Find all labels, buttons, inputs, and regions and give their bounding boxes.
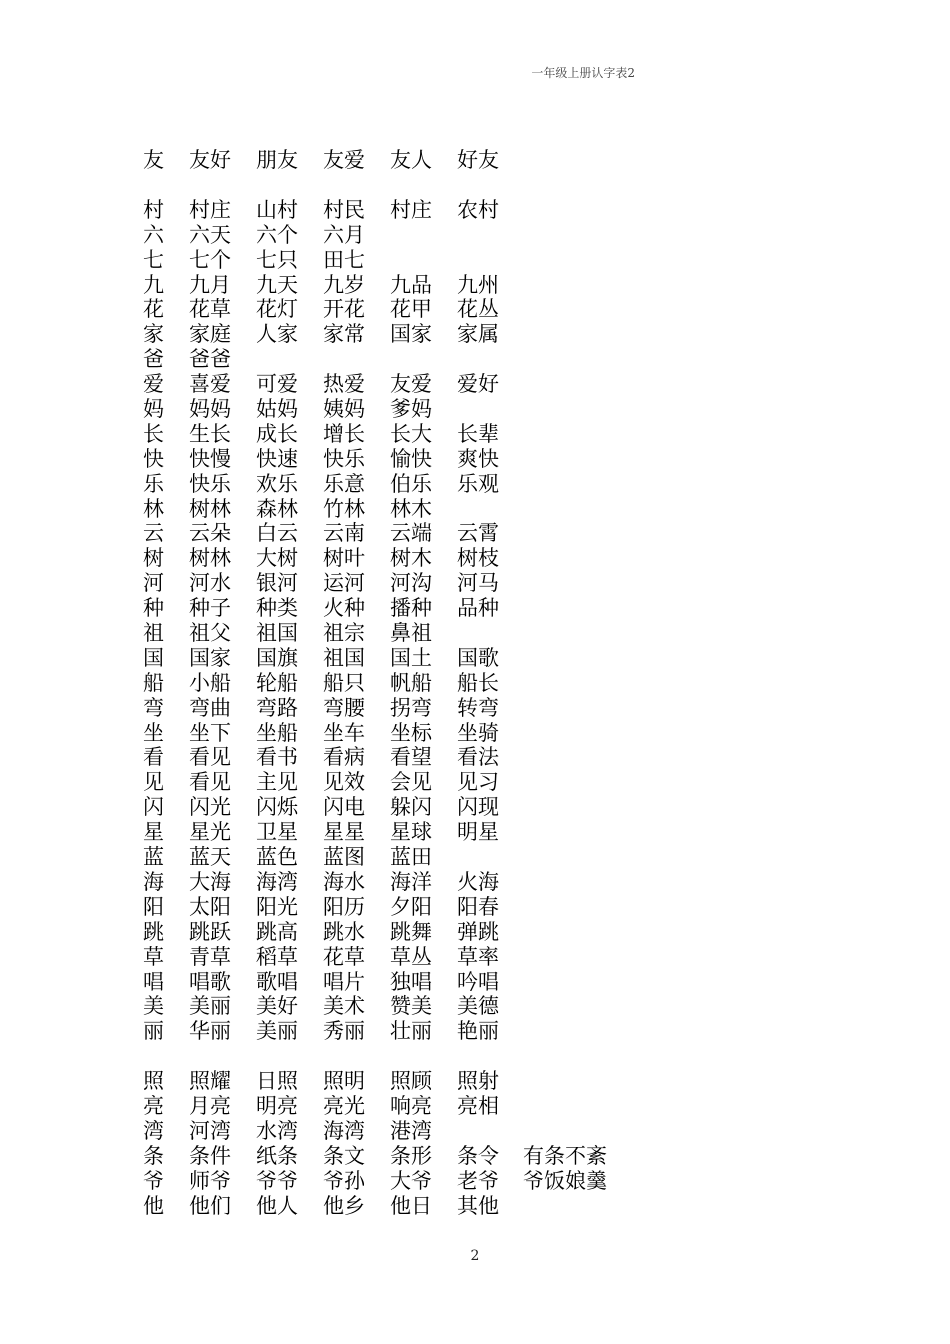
word-row: [143, 248, 633, 273]
word-cell: 种类: [256, 596, 298, 621]
word-cell: 火种: [323, 596, 365, 621]
word-cell: 坐标: [390, 720, 432, 745]
word-cell: 看见: [189, 745, 231, 770]
character-cell: 阳: [143, 894, 164, 919]
word-cell: 快速: [256, 446, 298, 471]
word-cell: 闪电: [323, 795, 365, 820]
word-cell: 爸爸: [189, 347, 231, 372]
word-cell: 条件: [189, 1143, 231, 1168]
word-row: [143, 770, 633, 795]
word-cell: 爷爷: [256, 1168, 298, 1193]
character-cell: 星: [143, 820, 164, 845]
character-cell: 看: [143, 745, 164, 770]
word-row: [143, 621, 633, 646]
word-row: [143, 472, 633, 497]
word-cell: 跳跃: [189, 919, 231, 944]
word-row: [143, 696, 633, 721]
word-cell: 看书: [256, 745, 298, 770]
word-cell: 村庄: [390, 197, 432, 222]
word-row: [143, 347, 633, 372]
character-cell: 丽: [143, 1019, 164, 1044]
word-cell: 家常: [323, 322, 365, 347]
word-cell: 照耀: [189, 1069, 231, 1094]
word-cell: 照射: [457, 1069, 499, 1094]
word-cell: 蓝田: [390, 845, 432, 870]
word-cell: 条形: [390, 1143, 432, 1168]
word-cell: 星光: [189, 820, 231, 845]
word-cell: 森林: [256, 496, 298, 521]
word-cell: 姨妈: [323, 397, 365, 422]
character-cell: 爷: [143, 1168, 164, 1193]
character-cell: 条: [143, 1143, 164, 1168]
word-cell: 艳丽: [457, 1019, 499, 1044]
word-cell: 村庄: [189, 197, 231, 222]
word-cell: 纸条: [256, 1143, 298, 1168]
word-row: [143, 671, 633, 696]
character-cell: 他: [143, 1193, 164, 1218]
word-cell: 花甲: [390, 297, 432, 322]
word-cell: 跳水: [323, 919, 365, 944]
word-cell: 林木: [390, 496, 432, 521]
word-cell: 阳春: [457, 894, 499, 919]
word-cell: 银河: [256, 571, 298, 596]
character-cell: 船: [143, 670, 164, 695]
word-row: [143, 372, 633, 397]
character-cell: 海: [143, 869, 164, 894]
word-cell: 蓝色: [256, 845, 298, 870]
word-cell: 老爷: [457, 1168, 499, 1193]
word-cell: 欢乐: [256, 471, 298, 496]
word-cell: 七个: [189, 247, 231, 272]
word-cell: 河湾: [189, 1118, 231, 1143]
word-cell: 花丛: [457, 297, 499, 322]
word-cell: 弯曲: [189, 695, 231, 720]
word-cell: 国旗: [256, 645, 298, 670]
word-cell: 拐弯: [390, 695, 432, 720]
word-row: [143, 646, 633, 671]
character-cell: 家: [143, 322, 164, 347]
character-cell: 亮: [143, 1094, 164, 1119]
word-cell: 品种: [457, 596, 499, 621]
word-cell: 河沟: [390, 571, 432, 596]
word-cell: 花草: [323, 944, 365, 969]
word-cell: 船只: [323, 670, 365, 695]
word-cell: 看见: [189, 770, 231, 795]
word-cell: 国家: [390, 322, 432, 347]
character-cell: 云: [143, 521, 164, 546]
word-cell: 竹林: [323, 496, 365, 521]
word-cell: 爷孙: [323, 1168, 365, 1193]
word-cell: 快乐: [323, 446, 365, 471]
word-cell: 妈妈: [189, 397, 231, 422]
word-cell: 他们: [189, 1193, 231, 1218]
character-cell: 树: [143, 546, 164, 571]
word-cell: 独唱: [390, 969, 432, 994]
word-row: [143, 297, 633, 322]
word-cell: 家庭: [189, 322, 231, 347]
word-cell: 看法: [457, 745, 499, 770]
word-cell: 可爱: [256, 372, 298, 397]
word-cell: 爽快: [457, 446, 499, 471]
word-cell: 快慢: [189, 446, 231, 471]
word-cell: 种子: [189, 596, 231, 621]
word-cell: 长辈: [457, 421, 499, 446]
word-cell: 六月: [323, 222, 365, 247]
word-cell: 花灯: [256, 297, 298, 322]
word-cell: 蓝天: [189, 845, 231, 870]
word-cell: 树叶: [323, 546, 365, 571]
word-row: [143, 895, 633, 920]
word-cell: 照顾: [390, 1069, 432, 1094]
word-cell: 成长: [256, 421, 298, 446]
word-cell: 师爷: [189, 1168, 231, 1193]
word-cell: 树木: [390, 546, 432, 571]
character-cell: 美: [143, 994, 164, 1019]
word-cell: 美德: [457, 994, 499, 1019]
word-cell: 友爱: [390, 372, 432, 397]
character-cell: 花: [143, 297, 164, 322]
word-cell: 见效: [323, 770, 365, 795]
word-cell: 太阳: [189, 894, 231, 919]
word-row: [143, 1069, 633, 1094]
word-cell: 家属: [457, 322, 499, 347]
word-cell: 国家: [189, 645, 231, 670]
word-cell: 星星: [323, 820, 365, 845]
word-cell: 乐意: [323, 471, 365, 496]
word-cell: 见习: [457, 770, 499, 795]
word-row: [143, 571, 633, 596]
word-cell: 祖宗: [323, 621, 365, 646]
character-cell: 林: [143, 496, 164, 521]
word-cell: 美好: [256, 994, 298, 1019]
word-cell: 弹跳: [457, 919, 499, 944]
word-cell: 火海: [457, 869, 499, 894]
word-cell: 他人: [256, 1193, 298, 1218]
word-row: [143, 273, 633, 298]
word-cell: 阳光: [256, 894, 298, 919]
word-cell: 响亮: [390, 1094, 432, 1119]
word-cell: 运河: [323, 571, 365, 596]
character-cell: 七: [143, 247, 164, 272]
word-cell: 唱片: [323, 969, 365, 994]
word-cell: 大树: [256, 546, 298, 571]
word-cell: 祖国: [323, 645, 365, 670]
word-cell: 阳历: [323, 894, 365, 919]
word-row: [143, 1144, 633, 1169]
word-cell: 唱歌: [189, 969, 231, 994]
word-cell: 云朵: [189, 521, 231, 546]
word-cell: 海水: [323, 869, 365, 894]
word-cell: 村民: [323, 197, 365, 222]
word-cell: 躲闪: [390, 795, 432, 820]
word-row: [143, 795, 633, 820]
word-cell: 闪光: [189, 795, 231, 820]
word-cell: 友好: [189, 148, 231, 172]
word-cell: 坐车: [323, 720, 365, 745]
word-cell: 转弯: [457, 695, 499, 720]
character-cell: 弯: [143, 695, 164, 720]
word-cell: 大海: [189, 869, 231, 894]
word-cell: 看望: [390, 745, 432, 770]
word-cell: 祖国: [256, 621, 298, 646]
character-cell: 友: [143, 148, 164, 172]
word-cell: 跳高: [256, 919, 298, 944]
word-cell: 白云: [256, 521, 298, 546]
word-cell: 六天: [189, 222, 231, 247]
word-cell: 海湾: [256, 869, 298, 894]
word-cell: 夕阳: [390, 894, 432, 919]
word-cell: 友人: [390, 148, 432, 172]
word-row: [143, 820, 633, 845]
word-cell: 草丛: [390, 944, 432, 969]
word-cell: 国歌: [457, 645, 499, 670]
word-cell: 跳舞: [390, 919, 432, 944]
word-cell: 他乡: [323, 1193, 365, 1218]
word-cell: 稻草: [256, 944, 298, 969]
word-cell: 九品: [390, 272, 432, 297]
word-cell: 山村: [256, 197, 298, 222]
word-cell: 六个: [256, 222, 298, 247]
word-cell: 树林: [189, 496, 231, 521]
word-cell: 田七: [323, 247, 365, 272]
word-cell: 花草: [189, 297, 231, 322]
character-cell: 爸: [143, 347, 164, 372]
word-row: [143, 870, 633, 895]
word-cell: 明亮: [256, 1094, 298, 1119]
word-cell: 喜爱: [189, 372, 231, 397]
word-cell: 树林: [189, 546, 231, 571]
page-number: 2: [470, 1248, 480, 1264]
character-cell: 妈: [143, 397, 164, 422]
word-cell: 吟唱: [457, 969, 499, 994]
word-cell: 农村: [457, 197, 499, 222]
character-cell: 长: [143, 421, 164, 446]
word-cell: 朋友: [256, 148, 298, 172]
word-cell: 好友: [457, 148, 499, 172]
word-cell: 歌唱: [256, 969, 298, 994]
word-cell: 坐骑: [457, 720, 499, 745]
character-cell: 坐: [143, 720, 164, 745]
word-cell: 会见: [390, 770, 432, 795]
word-cell: 热爱: [323, 372, 365, 397]
word-cell: 生长: [189, 421, 231, 446]
word-cell: 弯路: [256, 695, 298, 720]
word-row: [143, 521, 633, 546]
character-cell: 唱: [143, 969, 164, 994]
word-row: [143, 198, 633, 223]
word-row: [143, 1019, 633, 1044]
character-cell: 照: [143, 1069, 164, 1094]
character-cell: 乐: [143, 471, 164, 496]
word-row: [143, 1094, 633, 1119]
word-cell: 水湾: [256, 1118, 298, 1143]
word-row: [143, 721, 633, 746]
word-cell: 主见: [256, 770, 298, 795]
character-cell: 村: [143, 197, 164, 222]
word-cell: 快乐: [189, 471, 231, 496]
word-cell: 九月: [189, 272, 231, 297]
word-cell: 云端: [390, 521, 432, 546]
word-cell: 赞美: [390, 994, 432, 1019]
word-cell: 条令: [457, 1143, 499, 1168]
character-cell: 国: [143, 645, 164, 670]
word-cell: 坐下: [189, 720, 231, 745]
word-row: [143, 994, 633, 1019]
word-cell: 他日: [390, 1193, 432, 1218]
word-row: [143, 223, 633, 248]
character-cell: 六: [143, 222, 164, 247]
word-cell: 蓝图: [323, 845, 365, 870]
word-cell: 明星: [457, 820, 499, 845]
word-cell: 照明: [323, 1069, 365, 1094]
word-row: [143, 1169, 633, 1194]
word-row: [143, 970, 633, 995]
word-cell: 青草: [189, 944, 231, 969]
word-cell: 友爱: [323, 148, 365, 172]
word-cell: 闪现: [457, 795, 499, 820]
character-cell: 跳: [143, 919, 164, 944]
word-cell: 星球: [390, 820, 432, 845]
word-row: [143, 447, 633, 472]
word-cell: 鼻祖: [390, 621, 432, 646]
word-row: [143, 745, 633, 770]
word-row: [143, 845, 633, 870]
character-cell: 草: [143, 944, 164, 969]
word-cell: 条文: [323, 1143, 365, 1168]
character-cell: 湾: [143, 1118, 164, 1143]
word-cell: 海湾: [323, 1118, 365, 1143]
word-cell: 日照: [256, 1069, 298, 1094]
word-cell: 船长: [457, 670, 499, 695]
character-cell: 见: [143, 770, 164, 795]
character-cell: 九: [143, 272, 164, 297]
word-row: [143, 422, 633, 447]
word-row: [143, 497, 633, 522]
word-cell: 祖父: [189, 621, 231, 646]
word-cell: 海洋: [390, 869, 432, 894]
word-cell: 国土: [390, 645, 432, 670]
character-cell: 快: [143, 446, 164, 471]
word-row: [143, 397, 633, 422]
word-row: [143, 322, 633, 347]
word-cell: 秀丽: [323, 1019, 365, 1044]
word-cell: 亮相: [457, 1094, 499, 1119]
word-cell: 美丽: [256, 1019, 298, 1044]
word-row: [143, 1119, 633, 1144]
word-cell: 华丽: [189, 1019, 231, 1044]
word-cell: 愉快: [390, 446, 432, 471]
word-cell: 帆船: [390, 670, 432, 695]
word-cell: 坐船: [256, 720, 298, 745]
word-cell: 开花: [323, 297, 365, 322]
character-cell: 蓝: [143, 845, 164, 870]
word-cell: 有条不紊: [523, 1143, 607, 1168]
word-cell: 美术: [323, 994, 365, 1019]
word-cell: 草率: [457, 944, 499, 969]
word-cell: 爹妈: [390, 397, 432, 422]
word-cell: 九天: [256, 272, 298, 297]
word-row: [143, 945, 633, 970]
word-cell: 壮丽: [390, 1019, 432, 1044]
word-cell: 轮船: [256, 670, 298, 695]
word-cell: 卫星: [256, 820, 298, 845]
word-cell: 九州: [457, 272, 499, 297]
word-cell: 闪烁: [256, 795, 298, 820]
character-cell: 闪: [143, 795, 164, 820]
word-cell: 七只: [256, 247, 298, 272]
vocabulary-table: [143, 148, 633, 1219]
character-cell: 种: [143, 596, 164, 621]
word-cell: 弯腰: [323, 695, 365, 720]
word-cell: 爷饭娘羹: [523, 1168, 607, 1193]
word-cell: 乐观: [457, 471, 499, 496]
word-row: [143, 596, 633, 621]
word-row: [143, 546, 633, 571]
word-cell: 九岁: [323, 272, 365, 297]
word-cell: 人家: [256, 322, 298, 347]
word-row: [143, 920, 633, 945]
word-cell: 港湾: [390, 1118, 432, 1143]
word-cell: 姑妈: [256, 397, 298, 422]
word-cell: 大爷: [390, 1168, 432, 1193]
word-cell: 河马: [457, 571, 499, 596]
word-cell: 看病: [323, 745, 365, 770]
word-cell: 云霄: [457, 521, 499, 546]
word-cell: 爱好: [457, 372, 499, 397]
word-cell: 播种: [390, 596, 432, 621]
word-cell: 美丽: [189, 994, 231, 1019]
word-cell: 河水: [189, 571, 231, 596]
word-cell: 亮光: [323, 1094, 365, 1119]
word-cell: 小船: [189, 670, 231, 695]
character-cell: 河: [143, 571, 164, 596]
page-header: 一年级上册认字表2: [531, 66, 635, 80]
character-cell: 爱: [143, 372, 164, 397]
word-cell: 长大: [390, 421, 432, 446]
word-row: [143, 1194, 633, 1219]
word-row: [143, 148, 633, 173]
word-cell: 树枝: [457, 546, 499, 571]
word-cell: 云南: [323, 521, 365, 546]
word-cell: 增长: [323, 421, 365, 446]
word-cell: 其他: [457, 1193, 499, 1218]
character-cell: 祖: [143, 621, 164, 646]
word-cell: 月亮: [189, 1094, 231, 1119]
word-cell: 伯乐: [390, 471, 432, 496]
